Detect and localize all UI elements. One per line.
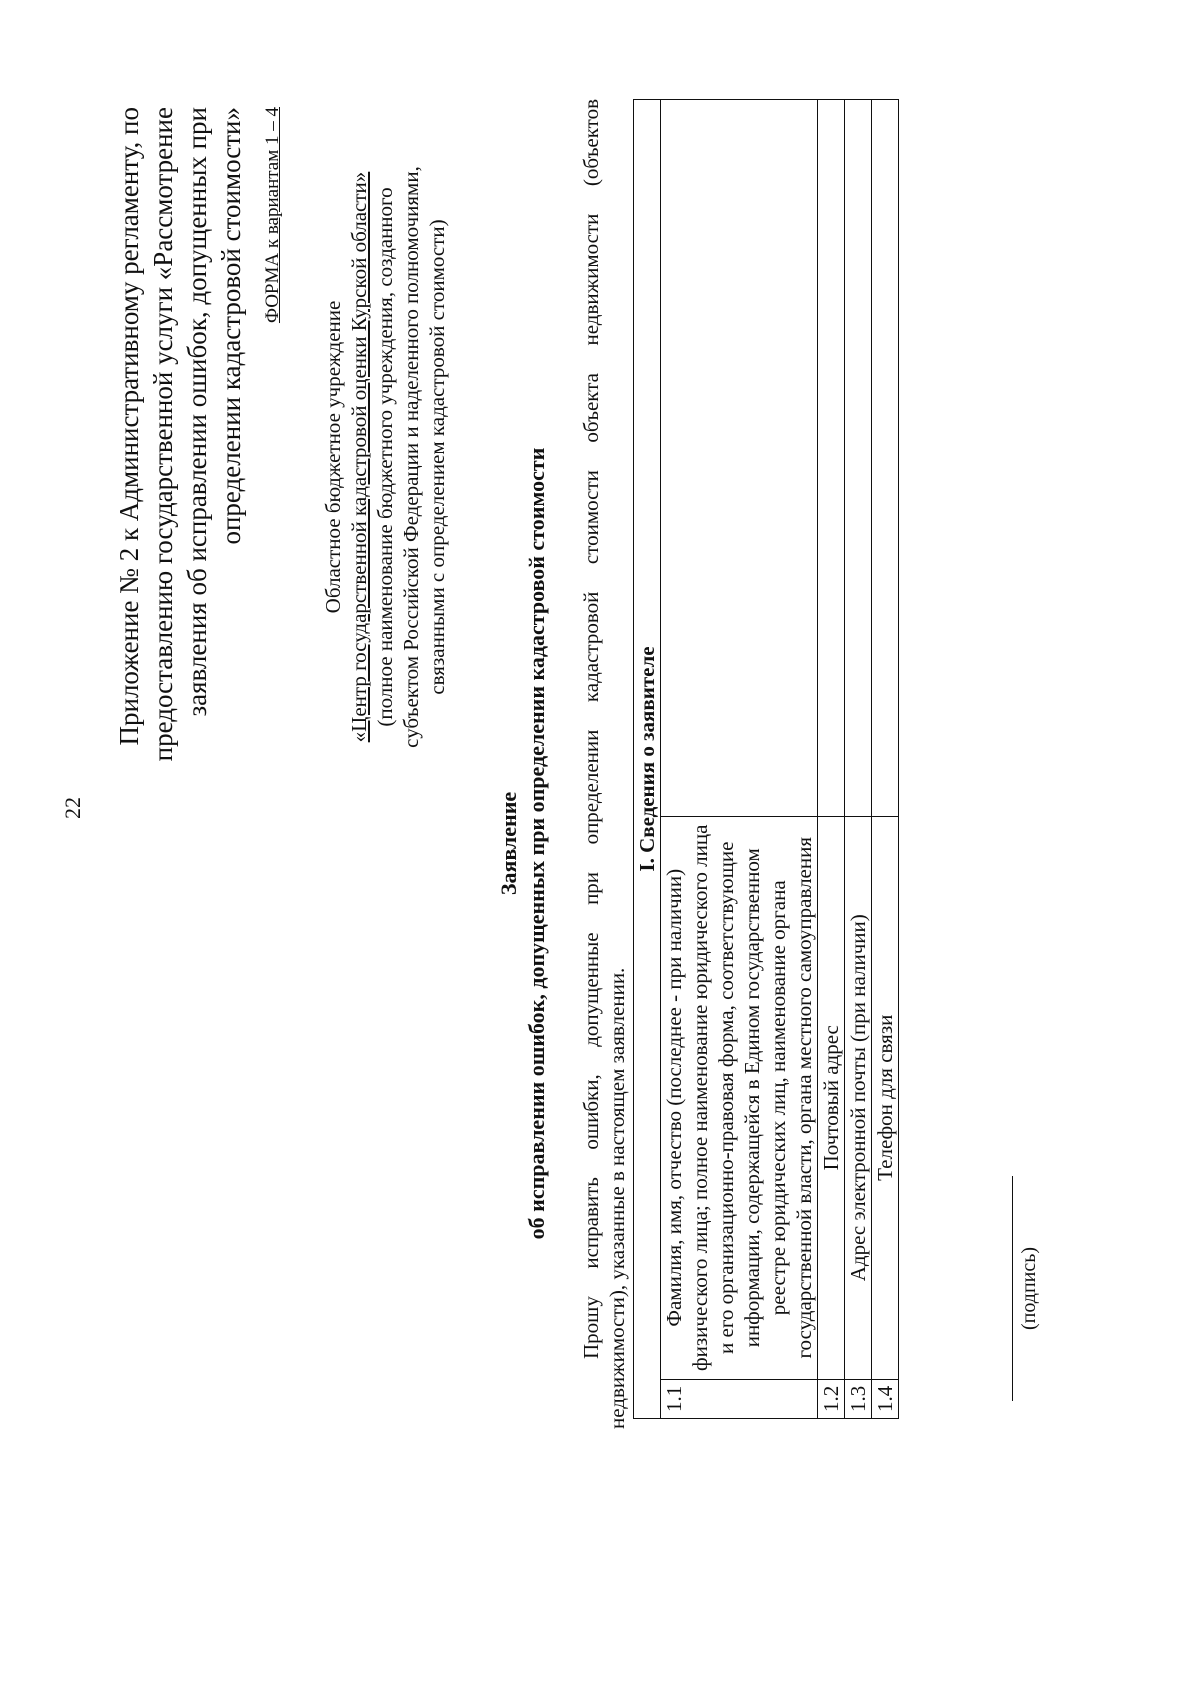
addressee-note: (полное наименование бюджетного учреждения, созданного (373, 187, 397, 727)
row-number: 1.4 (872, 1379, 899, 1418)
row-number: 1.3 (845, 1379, 872, 1418)
request-line: Прошу исправить ошибки, допущенные при определении кадастровой стоимости объекта недвижимости (объектов (579, 99, 603, 1359)
table-row (872, 100, 899, 1419)
request-line: недвижимости), указанные в настоящем заявлении. (605, 967, 629, 1429)
addressee-org-name: «Центр государственной кадастровой оценки Курской области» (347, 171, 371, 743)
title-line: об исправлении ошибок, допущенных при определении кадастровой стоимости (524, 447, 549, 1240)
title-line: Заявление (496, 791, 521, 896)
addressee-note: субъектом Российской Федерации и наделенного полномочиями, (399, 166, 423, 748)
addressee-line: Областное бюджетное учреждение (321, 300, 345, 614)
row-value-field[interactable] (818, 100, 845, 817)
page-number: 22 (60, 797, 85, 819)
section-title: I. Сведения о заявителе (634, 100, 661, 1419)
row-value-field[interactable] (845, 100, 872, 817)
annex-line: Приложение № 2 к Административному регламенту, по (114, 107, 144, 746)
annex-line: предоставлению государственной услуги «Рассмотрение (148, 107, 178, 762)
row-label: Фамилия, имя, отчество (последнее - при наличии) физического лица; полное наименование юридического лица и его организационно-правовая форма, соответствующие информации, содержащейся в Едином государственном реестре юридических лиц, наименование органа государственной власти, органа местного самоуправления (661, 816, 818, 1379)
row-number: 1.2 (818, 1379, 845, 1418)
row-label: Почтовый адрес (818, 816, 845, 1379)
form-reference: ФОРМА к вариантам 1 – 4 (262, 107, 283, 324)
table-row (661, 100, 818, 1419)
row-value-field[interactable] (661, 100, 818, 817)
row-label: Адрес электронной почты (при наличии) (845, 816, 872, 1379)
annex-header (112, 107, 248, 847)
row-value-field[interactable] (872, 100, 899, 817)
document-title (495, 0, 551, 1687)
annex-line: определении кадастровой стоимости» (216, 107, 246, 545)
addressee-note: связанными с определением кадастровой стоимости) (425, 219, 449, 695)
annex-line: заявления об исправлении ошибок, допущенных при (182, 107, 212, 717)
signature-caption: (подпись) (1018, 1246, 1040, 1331)
table-row (818, 100, 845, 1419)
signature-line[interactable] (1012, 1176, 1013, 1401)
row-label: Телефон для связи (872, 816, 899, 1379)
section-header-row (634, 100, 661, 1419)
request-paragraph (578, 99, 630, 1429)
applicant-info-table (633, 99, 899, 1419)
row-number: 1.1 (661, 1379, 818, 1418)
table-row (845, 100, 872, 1419)
addressee-block (320, 117, 450, 797)
